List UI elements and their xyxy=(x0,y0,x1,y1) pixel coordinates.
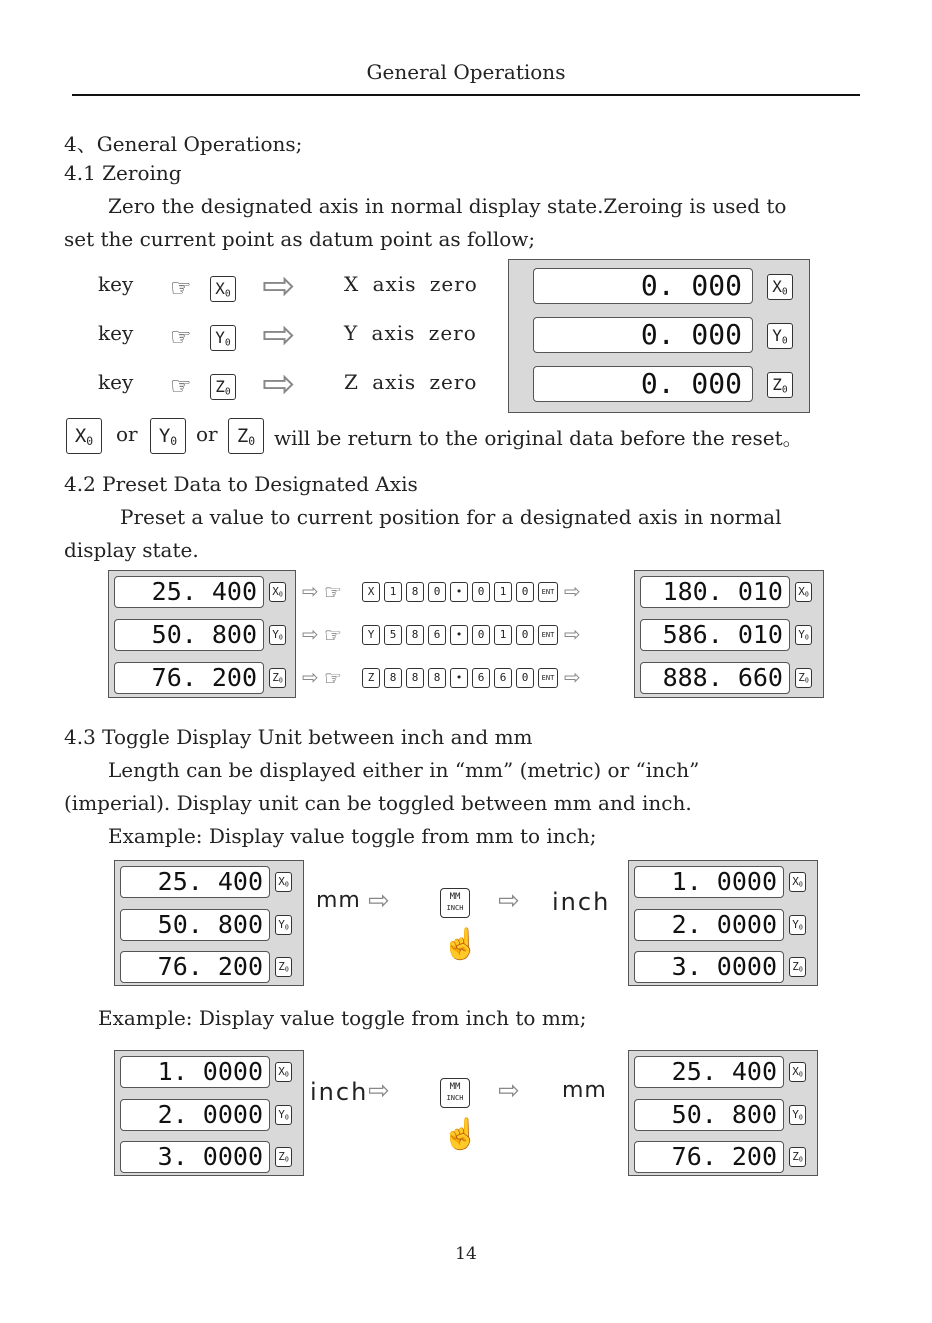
axis-readout-y: 586. 010 xyxy=(640,619,790,651)
keypad-key[interactable]: 6 xyxy=(428,625,446,645)
z-axis-key[interactable]: $Z_0$ xyxy=(789,957,806,977)
result-text: Y axis zero xyxy=(344,321,477,345)
arrow-right-icon: ⇨ xyxy=(302,579,319,603)
y-axis-key[interactable]: $Y_0$ xyxy=(789,1105,806,1125)
subsection-heading-4-2: 4.2 Preset Data to Designated Axis xyxy=(64,472,418,496)
x-axis-key[interactable]: $X_0$ xyxy=(269,582,286,602)
arrow-right-icon: ⇨ xyxy=(498,1076,520,1106)
arrow-right-icon: ⇨ xyxy=(498,886,520,916)
mm-key-bottom-label: INCH xyxy=(446,904,464,912)
mm-display-panel xyxy=(114,860,304,986)
z-axis-key[interactable]: $Z_0$ xyxy=(795,668,812,688)
arrow-right-icon: ⇨ xyxy=(262,361,296,407)
axis-readout-z: 76. 200 xyxy=(114,662,264,694)
y-axis-key[interactable]: $Y_0$ xyxy=(789,915,806,935)
mm-key-top-label: MM xyxy=(449,1082,461,1092)
keypad-key[interactable]: 8 xyxy=(406,668,424,688)
z-axis-key[interactable]: $Z_0$ xyxy=(789,1147,806,1167)
x-axis-key[interactable]: $X_0$ xyxy=(275,1062,292,1082)
key-sequence-row xyxy=(302,664,632,692)
z-axis-key[interactable]: $Z_0$ xyxy=(275,1147,292,1167)
keypad-key[interactable]: 0 xyxy=(472,625,490,645)
example-caption: Example: Display value toggle from inch to mm; xyxy=(98,1006,587,1030)
x-axis-key[interactable]: $X_0$ xyxy=(275,872,292,892)
arrow-right-icon: ⇨ xyxy=(302,622,319,646)
arrow-right-icon: ⇨ xyxy=(368,886,390,916)
keypad-key[interactable]: 8 xyxy=(406,582,424,602)
key-word: key xyxy=(98,321,134,345)
axis-readout-x: 180. 010 xyxy=(640,576,790,608)
page-header-title: General Operations xyxy=(366,60,566,84)
y-axis-key[interactable]: $Y_0$ xyxy=(275,1105,292,1125)
axis-readout-x: 1. 0000 xyxy=(634,866,784,898)
result-text: X axis zero xyxy=(344,272,478,296)
keypad-key[interactable]: • xyxy=(450,668,468,688)
zero-row-y xyxy=(98,312,498,358)
axis-readout-y: 0. 000 xyxy=(533,317,753,353)
keypad-key[interactable]: ENT xyxy=(538,668,558,688)
preset-before-panel xyxy=(108,570,296,698)
subsection-heading-4-1: 4.1 Zeroing xyxy=(64,161,182,185)
x-axis-key[interactable]: $X_0$ xyxy=(789,872,806,892)
x-zero-key[interactable]: $X_0$ xyxy=(210,276,236,302)
mm-key-top-label: MM xyxy=(449,892,461,902)
page-number: 14 xyxy=(455,1244,477,1264)
mm-inch-toggle-key[interactable] xyxy=(440,1078,470,1108)
keypad-key[interactable]: 0 xyxy=(472,582,490,602)
axis-readout-x: 25. 400 xyxy=(114,576,264,608)
arrow-right-icon: ⇨ xyxy=(564,622,581,646)
arrow-right-icon: ⇨ xyxy=(302,665,319,689)
keypad-key[interactable]: 8 xyxy=(406,625,424,645)
inch-display-panel xyxy=(628,860,818,986)
x-axis-key[interactable]: $X_0$ xyxy=(767,274,793,300)
key-sequence-row xyxy=(302,578,632,606)
zero-row-z xyxy=(98,361,498,407)
hand-pointer-icon: ☞ xyxy=(170,323,192,351)
note-text: will be return to the original data before the reset。 xyxy=(274,426,803,450)
y-axis-key[interactable]: $Y_0$ xyxy=(269,625,286,645)
axis-readout-x: 25. 400 xyxy=(634,1056,784,1088)
keypad-key[interactable]: 1 xyxy=(494,582,512,602)
x-axis-key[interactable]: $X_0$ xyxy=(789,1062,806,1082)
z-axis-key[interactable]: $Z_0$ xyxy=(275,957,292,977)
hand-pointer-icon: ☝ xyxy=(442,1117,480,1152)
keypad-key[interactable]: Y xyxy=(362,625,380,645)
z-axis-key[interactable]: $Z_0$ xyxy=(767,372,793,398)
x-axis-key[interactable]: $X_0$ xyxy=(795,582,812,602)
paragraph-line: set the current point as datum point as follow; xyxy=(64,227,536,251)
key-sequence-row xyxy=(302,621,632,649)
zero-display-panel xyxy=(508,259,810,413)
y-zero-key[interactable]: $Y_0$ xyxy=(210,325,236,351)
unit-from-label: inch xyxy=(310,1078,369,1106)
hand-pointer-icon: ☞ xyxy=(324,666,342,690)
zero-row-x xyxy=(98,263,498,309)
axis-readout-y: 50. 800 xyxy=(114,619,264,651)
hand-pointer-icon: ☝ xyxy=(442,927,480,962)
hand-pointer-icon: ☞ xyxy=(324,623,342,647)
hand-pointer-icon: ☞ xyxy=(170,274,192,302)
keypad-key[interactable]: • xyxy=(450,625,468,645)
paragraph-line: (imperial). Display unit can be toggled between mm and inch. xyxy=(64,791,692,815)
arrow-right-icon: ⇨ xyxy=(262,263,296,309)
axis-readout-z: 76. 200 xyxy=(634,1141,784,1173)
keypad-key[interactable]: 1 xyxy=(494,625,512,645)
axis-readout-x: 1. 0000 xyxy=(120,1056,270,1088)
y-axis-key[interactable]: $Y_0$ xyxy=(767,323,793,349)
arrow-right-icon: ⇨ xyxy=(564,579,581,603)
axis-readout-z: 3. 0000 xyxy=(120,1141,270,1173)
mm-key-bottom-label: INCH xyxy=(446,1094,464,1102)
keypad-key[interactable]: X xyxy=(362,582,380,602)
axis-readout-y: 2. 0000 xyxy=(120,1099,270,1131)
or-text: or xyxy=(196,422,218,446)
or-text: or xyxy=(116,422,138,446)
keypad-key[interactable]: 8 xyxy=(384,668,402,688)
axis-readout-x: 0. 000 xyxy=(533,268,753,304)
axis-readout-x: 25. 400 xyxy=(120,866,270,898)
arrow-right-icon: ⇨ xyxy=(262,312,296,358)
y-axis-key[interactable]: $Y_0$ xyxy=(795,625,812,645)
y-axis-key[interactable]: $Y_0$ xyxy=(150,418,186,454)
keypad-key[interactable]: 6 xyxy=(472,668,490,688)
paragraph-line: Zero the designated axis in normal display state.Zeroing is used to xyxy=(108,194,787,218)
keypad-key[interactable]: 0 xyxy=(516,668,534,688)
header-rule xyxy=(72,94,860,96)
keypad-key[interactable]: 6 xyxy=(494,668,512,688)
z-axis-key[interactable]: $Z_0$ xyxy=(269,668,286,688)
arrow-right-icon: ⇨ xyxy=(368,1076,390,1106)
hand-pointer-icon: ☞ xyxy=(324,580,342,604)
keypad-key[interactable]: 5 xyxy=(384,625,402,645)
axis-readout-y: 2. 0000 xyxy=(634,909,784,941)
unit-to-label: inch xyxy=(552,888,611,916)
axis-readout-y: 50. 800 xyxy=(634,1099,784,1131)
unit-to-label: mm xyxy=(562,1078,607,1103)
keypad-key[interactable]: 8 xyxy=(428,668,446,688)
keypad-key[interactable]: ENT xyxy=(538,582,558,602)
y-axis-key[interactable]: $Y_0$ xyxy=(275,915,292,935)
key-word: key xyxy=(98,272,134,296)
preset-key-sequences xyxy=(302,578,632,696)
keypad-key[interactable]: 0 xyxy=(516,625,534,645)
inch-display-panel xyxy=(114,1050,304,1176)
axis-readout-z: 76. 200 xyxy=(120,951,270,983)
subsection-heading-4-3: 4.3 Toggle Display Unit between inch and mm xyxy=(64,725,533,749)
axis-readout-z: 888. 660 xyxy=(640,662,790,694)
mm-inch-toggle-key[interactable] xyxy=(440,888,470,918)
axis-readout-z: 3. 0000 xyxy=(634,951,784,983)
arrow-right-icon: ⇨ xyxy=(564,665,581,689)
key-word: key xyxy=(98,370,134,394)
paragraph-line: Length can be displayed either in “mm” (metric) or “inch” xyxy=(108,758,700,782)
z-axis-key[interactable]: $Z_0$ xyxy=(228,418,264,454)
keypad-key[interactable]: 1 xyxy=(384,582,402,602)
z-zero-key[interactable]: $Z_0$ xyxy=(210,374,236,400)
keypad-key[interactable]: ENT xyxy=(538,625,558,645)
mm-display-panel xyxy=(628,1050,818,1176)
reset-note xyxy=(66,418,906,454)
keypad-key[interactable]: Z xyxy=(362,668,380,688)
unit-from-label: mm xyxy=(316,888,361,913)
example-caption: Example: Display value toggle from mm to inch; xyxy=(108,824,597,848)
result-text: Z axis zero xyxy=(344,370,478,394)
axis-readout-z: 0. 000 xyxy=(533,366,753,402)
keypad-key[interactable]: 0 xyxy=(428,582,446,602)
preset-after-panel xyxy=(634,570,824,698)
section-heading: 4、General Operations; xyxy=(64,132,303,156)
paragraph-line: display state. xyxy=(64,538,199,562)
paragraph-line: Preset a value to current position for a designated axis in normal xyxy=(120,505,782,529)
axis-readout-y: 50. 800 xyxy=(120,909,270,941)
keypad-key[interactable]: • xyxy=(450,582,468,602)
hand-pointer-icon: ☞ xyxy=(170,372,192,400)
keypad-key[interactable]: 0 xyxy=(516,582,534,602)
x-axis-key[interactable]: $X_0$ xyxy=(66,418,102,454)
